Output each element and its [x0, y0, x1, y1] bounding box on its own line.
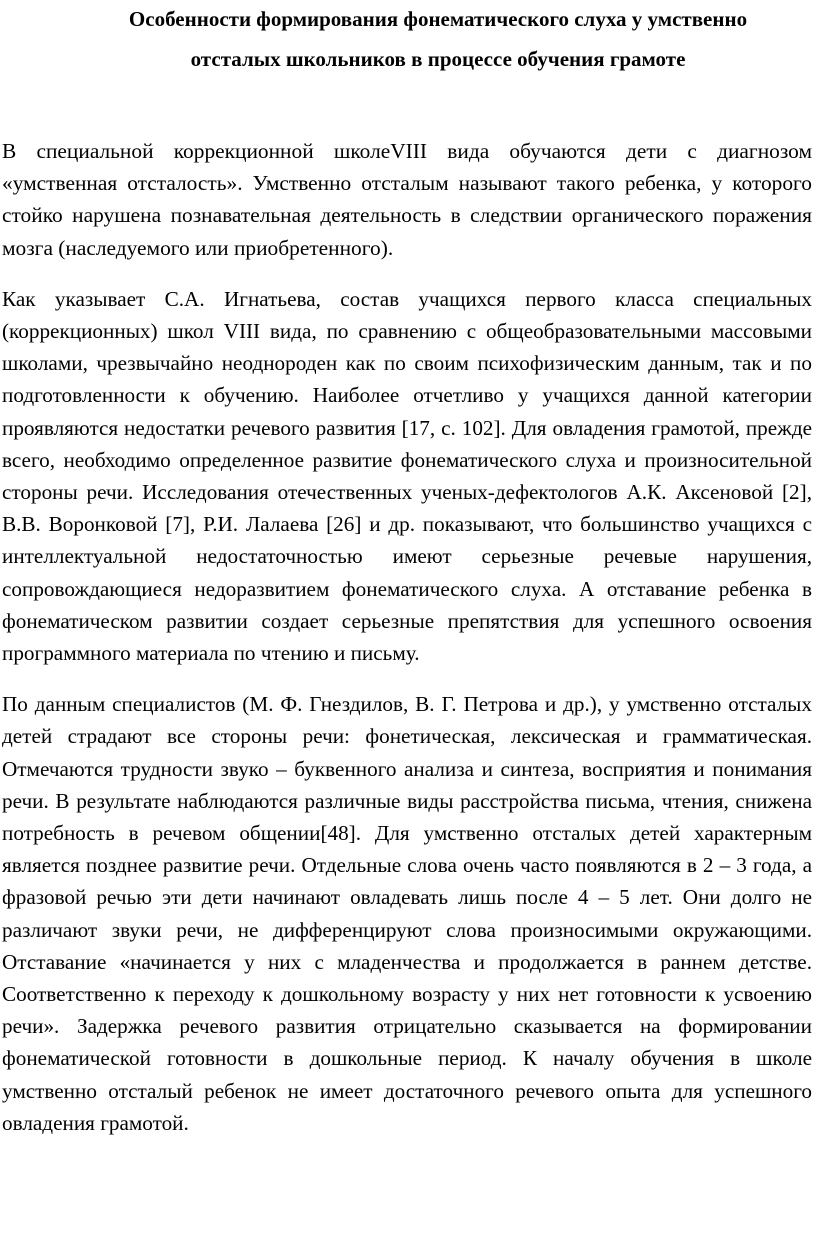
- paragraph-1: В специальной коррекционной школеVIII вида обучаются дети с диагнозом «умственная отсталость». Умственно отсталым называют такого ребенка, у которого стойко нарушена познавательная деятельность в следствии органического поражения мозга (наследуемого или приобретенного).: [2, 139, 812, 260]
- paragraph-2: Как указывает С.А. Игнатьева, состав учащихся первого класса специальных (коррекционных) школ VIII вида, по сравнению с общеобразовательными массовыми школами, чрезвычайно неоднороден как по своим психофизическим данным, так и по подготовленности к обучению. Наиболее отчетливо у учащихся данной категории проявляются недостатки речевого развития [17, с. 102]. Для овладения грамотой, прежде всего, необходимо определенное развитие фонематического слуха и произносительной стороны речи. Исследования отечественных ученых-дефектологов А.К. Аксеновой [2], В.В. Воронковой [7], Р.И. Лалаева [26] и др. показывают, что большинство учащихся с интеллектуальной недостаточностью имеют серьезные речевые нарушения, сопровождающиеся недоразвитием фонематического слуха. А отставание ребенка в фонематическом развитии создает серьезные препятствия для успешного освоения программного материала по чтению и письму.: [2, 286, 812, 666]
- document-title-line-1: Особенности формирования фонематического слуха у умственно: [128, 7, 748, 31]
- document-title-line-2: отсталых школьников в процессе обучения грамоте: [190, 47, 686, 71]
- document-body: [2, 135, 812, 1158]
- paragraph-3: По данным специалистов (М. Ф. Гнездилов, В. Г. Петрова и др.), у умственно отсталых детей страдают все стороны речи: фонетическая, лексическая и грамматическая. Отмечаются трудности звуко – буквенного анализа и синтеза, восприятия и понимания речи. В результате наблюдаются различные виды расстройства письма, чтения, снижена потребность в речевом общении[48]. Для умственно отсталых детей характерным является позднее развитие речи. Отдельные слова очень часто появляются в 2 – 3 года, а фразовой речью эти дети начинают овладевать лишь после 4 – 5 лет. Они долго не различают звуки речи, не дифференцируют слова произносимыми окружающими. Отставание «начинается у них с младенчества и продолжается в раннем детстве. Соответственно к переходу к дошкольному возрасту у них нет готовности к усвоению речи». Задержка речевого развития отрицательно сказывается на формировании фонематической готовности в дошкольные период. К началу обучения в школе умственно отсталый ребенок не имеет достаточного речевого опыта для успешного овладения грамотой.: [2, 692, 812, 1135]
